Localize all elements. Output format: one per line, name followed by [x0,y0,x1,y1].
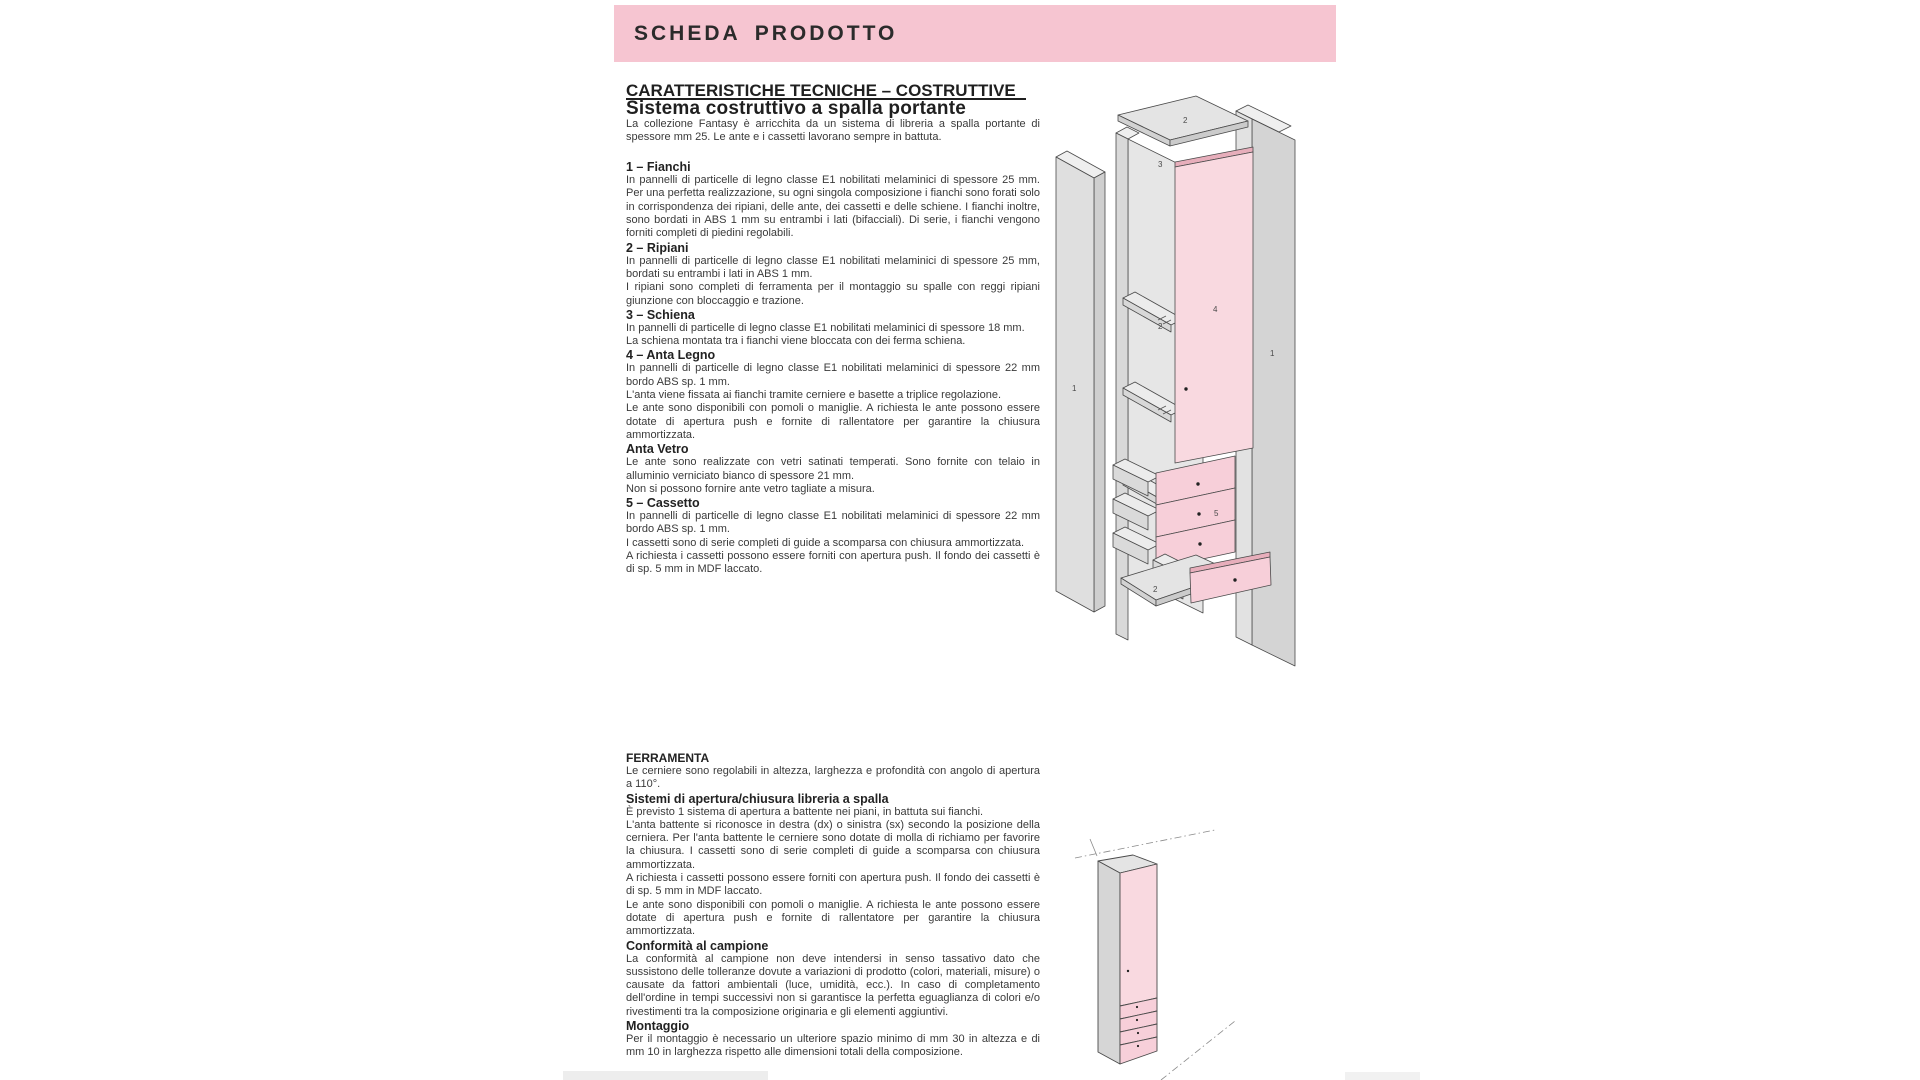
document-title: SCHEDA PRODOTTO [634,21,898,45]
section-paragraph: Non si possono fornire ante vetro tagliate a misura. [626,482,875,495]
exploded-view-diagram [1048,93,1310,675]
section-paragraph: È previsto 1 sistema di apertura a battente nei piani, in battuta sui fianchi. [626,805,984,818]
cabinet-door [1120,864,1157,1006]
main-heading-text: CARATTERISTICHE TECNICHE – COSTRUTTIVE [626,84,1026,100]
part-label-top-panel: 2 [1183,116,1188,125]
section-paragraph: In pannelli di particelle di legno classe E1 nobilitati melaminici di spessore 22 mm bordo ABS sp. 1 mm. [626,362,1040,388]
drawer-handle-dot [1233,578,1236,581]
document-title-banner [614,5,1336,62]
section-title: Anta Vetro [626,442,689,457]
section-paragraph: Le ante sono disponibili con pomoli o maniglie. A richiesta le ante possono essere dotate di apertura push e fornite di rallentatore per garantire la chiusura ammortizzata. [626,402,1040,441]
hardware-column [626,751,1040,1060]
section-title: FERRAMENTA [626,751,710,765]
part-label-base-panel: 2 [1153,585,1158,594]
section-paragraph: La schiena montata tra i fianchi viene bloccata con dei ferma schiena. [626,335,966,348]
section-paragraph: In pannelli di particelle di legno classe E1 nobilitati melaminici di spessore 25 mm, bordati su entrambi i lati in ABS 1 mm. [626,254,1040,280]
cabinet-side [1098,861,1120,1064]
section-paragraph: Per il montaggio è necessario un ulteriore spazio minimo di mm 30 in altezza e di mm 10 in larghezza rispetto alle dimensioni totali della composizione. [626,1033,1040,1059]
section-sistemi-apertura [626,792,1040,939]
section-paragraph: In pannelli di particelle di legno classe E1 nobilitati melaminici di spessore 22 mm bordo ABS sp. 1 mm. [626,510,1040,536]
side-panel-left [1056,151,1105,612]
section-anta-vetro [626,442,1040,496]
assembled-cabinet-diagram [1073,825,1275,1080]
section-montaggio [626,1019,1040,1060]
section-title: 4 – Anta Legno [626,348,716,363]
section-conformita [626,939,1040,1019]
section-title: 5 – Cassetto [626,496,700,511]
section-paragraph: A richiesta i cassetti possono essere forniti con apertura push. Il fondo dei cassetti è di sp. 5 mm in MDF laccato. [626,550,1040,576]
part-label-side-panel-right: 1 [1270,349,1275,358]
section-paragraph: L'anta viene fissata ai fianchi tramite cerniere e basette a triplice regolazione. [626,389,1002,402]
part-label-shelf: 2 [1158,322,1163,331]
section-paragraph: In pannelli di particelle di legno classe E1 nobilitati melaminici di spessore 18 mm. [626,321,1025,334]
door-handle-dot [1184,387,1187,390]
section-title: Montaggio [626,1019,690,1034]
section-ripiani [626,241,1040,308]
part-label-side-panel-left: 1 [1072,384,1077,393]
part-label-wood-door: 4 [1213,305,1218,314]
section-paragraph: I ripiani sono completi di ferramenta per il montaggio su spalle con reggi ripiani giunzione con bloccaggio e trazione. [626,281,1040,307]
section-anta-legno [626,348,1040,442]
drawer-handle-dot [1197,512,1200,515]
section-fianchi [626,160,1040,240]
section-title: Conformità al campione [626,938,769,953]
section-paragraph: Le ante sono disponibili con pomoli o maniglie. A richiesta le ante possono essere dotate di apertura push e fornite di rallentatore per garantire la chiusura ammortizzata. [626,898,1040,938]
section-paragraph: La conformità al campione non deve intendersi in senso tassativo dato che sussistono delle tolleranze dovute a variazioni di prodotto (colori, materiali, misure) o causate da fattori ambientali (luce, umidità, ecc.). In caso di completamento dell'ordine in tempi successivi non si garantisce la perfetta eguaglianza di colori e/o rivestimenti tra la composizione originaria e gli elementi aggiuntivi. [626,952,1040,1018]
drawer-front [1156,456,1235,569]
section-paragraph: I cassetti sono di serie completi di guide a scomparsa con chiusura ammortizzata. [626,536,1025,549]
sub-heading: Sistema costruttivo a spalla portante [626,98,966,120]
drawer-handle-dot [1196,482,1199,485]
section-cassetto [626,496,1040,576]
section-paragraph: In pannelli di particelle di legno classe E1 nobilitati melaminici di spessore 25 mm. Per una perfetta realizzazione, su ogni singola composizione i fianchi sono forati solo in corrispondenza dei ripiani, delle ante, dei cassetti e delle schiene. I fianchi inoltre, sono bordati in ABS 1 mm su entrambi i lati (bifacciali). Di serie, i fianchi vengono forniti completi di piedini regolabili. [626,174,1040,240]
section-paragraph: Le cerniere sono regolabili in altezza, larghezza e profondità con angolo di apertura a 110°. [626,765,1040,791]
cabinet-drawer-fronts [1120,998,1157,1064]
intro-paragraph: La collezione Fantasy è arricchita da un sistema di libreria a spalla portante di spessore mm 25. Le ante e i cassetti lavorano sempre in battuta. [626,117,1040,143]
section-paragraph: L'anta battente si riconosce in destra (dx) o sinistra (sx) secondo la posizione della cerniera. Per l'anta battente le cerniere sono dotate di molla di richiamo per favorire la chiusura. I cassetti sono di serie completi di guide a scomparsa con chiusura ammortizzata. [626,818,1040,871]
section-title: 1 – Fianchi [626,160,691,175]
part-label-back-panel: 3 [1158,160,1163,169]
section-ferramenta [626,751,1040,792]
section-paragraph: Le ante sono realizzate con vetri satinati temperati. Sono fornite con telaio in alluminio verniciato bianco di spessore 21 mm. [626,456,1040,482]
technical-characteristics-column [626,81,1040,577]
section-paragraph: A richiesta i cassetti possono essere forniti con apertura push. Il fondo dei cassetti è di sp. 5 mm in MDF laccato. [626,872,1040,898]
section-title: Sistemi di apertura/chiusura libreria a spalla [626,791,889,806]
page-edge-artifact-left [563,1071,768,1080]
construction-tick [1090,839,1097,856]
section-schiena [626,308,1040,349]
page-edge-artifact-right [1345,1072,1420,1080]
part-label-drawer: 5 [1214,509,1219,518]
section-title: 3 – Schiena [626,307,695,322]
drawer-handle-dot [1198,542,1201,545]
section-title: 2 – Ripiani [626,240,689,255]
